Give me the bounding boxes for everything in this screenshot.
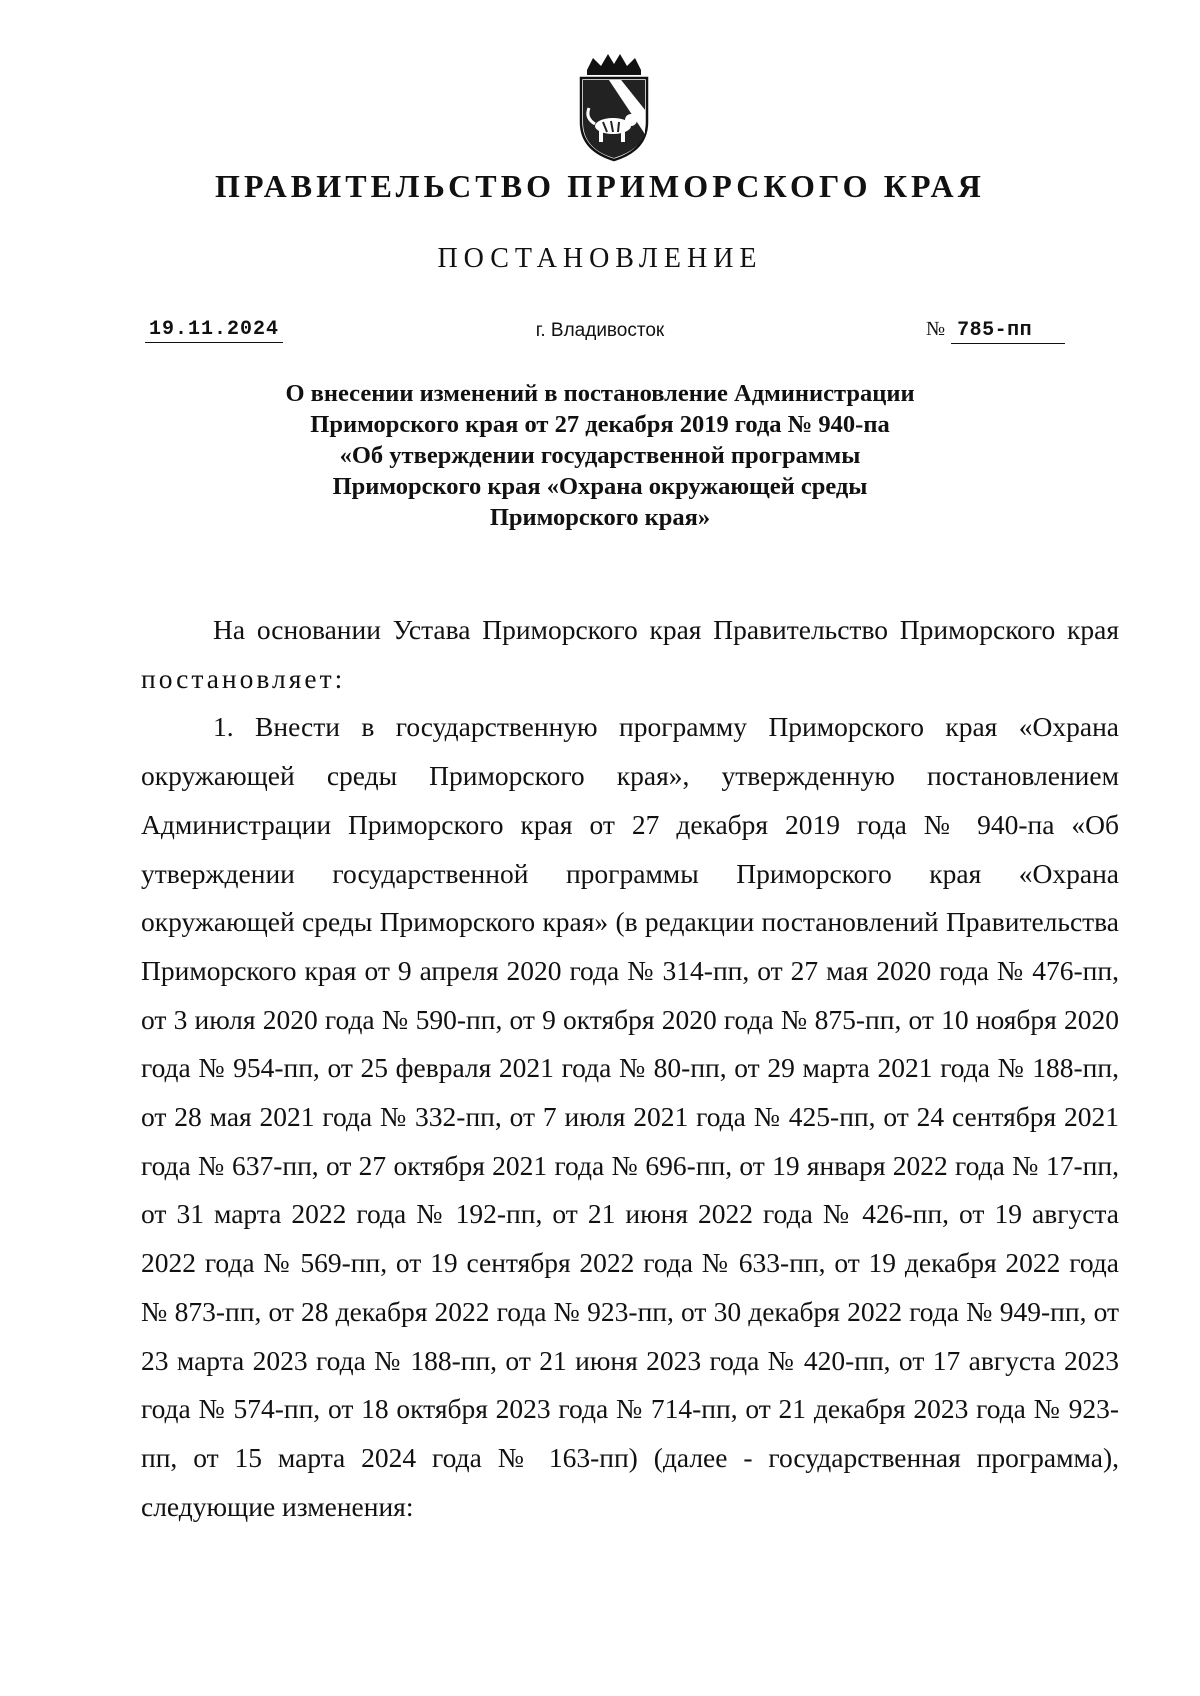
document-number-block: [926, 318, 1065, 344]
coat-of-arms-icon: [573, 52, 655, 164]
preamble-resolves: постановляет:: [141, 662, 346, 694]
subject-line: Приморского края»: [489, 504, 711, 531]
item-1-paragraph: 1. Внести в государственную программу Приморского края «Охрана окружающей среды Приморского края», утвержденную постановлением Администрации Приморского края от 27 декабря 2019 года № 940-па «Об утверждении государственной программы Приморского края «Охрана окружающей среды Приморского края» (в редакции постановлений Правительства Приморского края от 9 апреля 2020 года № 314-пп, от 27 мая 2020 года № 476-пп, от 3 июля 2020 года № 590-пп, от 9 октября 2020 года № 875-пп, от 10 ноября 2020 года № 954-пп, от 25 февраля 2021 года № 80-пп, от 29 марта 2021 года № 188-пп, от 28 мая 2021 года № 332-пп, от 7 июля 2021 года № 425-пп, от 24 сентября 2021 года № 637-пп, от 27 октября 2021 года № 696-пп, от 19 января 2022 года № 17-пп, от 31 марта 2022 года № 192-пп, от 21 июня 2022 года № 426-пп, от 19 августа 2022 года № 569-пп, от 19 сентября 2022 года № 633-пп, от 19 декабря 2022 года № 873-пп, от 28 декабря 2022 года № 923-пп, от 30 декабря 2022 года № 949-пп, от 23 марта 2023 года № 188-пп, от 21 июня 2023 года № 420-пп, от 17 августа 2023 года № 574-пп, от 18 октября 2023 года № 714-пп, от 21 декабря 2023 года № 923-пп, от 15 марта 2024 года № 163-пп) (далее - государственная программа), следующие изменения:: [141, 711, 1119, 1522]
number-sign: №: [926, 318, 946, 340]
document-subject: [0, 378, 1200, 533]
document-city: г. Владивосток: [535, 320, 665, 341]
document-date: 19.11.2024: [145, 318, 283, 343]
document-body: [141, 606, 1119, 1531]
preamble-text: На основании Устава Приморского края Правительство Приморского края: [213, 614, 1119, 645]
government-title: ПРАВИТЕЛЬСТВО ПРИМОРСКОГО КРАЯ: [215, 168, 985, 204]
subject-line: О внесении изменений в постановление Администрации: [285, 380, 915, 407]
document-number: 785-пп: [951, 319, 1065, 344]
subject-line: «Об утверждении государственной программы: [339, 442, 861, 469]
preamble-paragraph: [141, 606, 1119, 703]
subject-line: Приморского края от 27 декабря 2019 года № 940-па: [310, 411, 890, 438]
document-type: ПОСТАНОВЛЕНИЕ: [437, 243, 763, 274]
subject-line: Приморского края «Охрана окружающей среды: [332, 473, 868, 500]
